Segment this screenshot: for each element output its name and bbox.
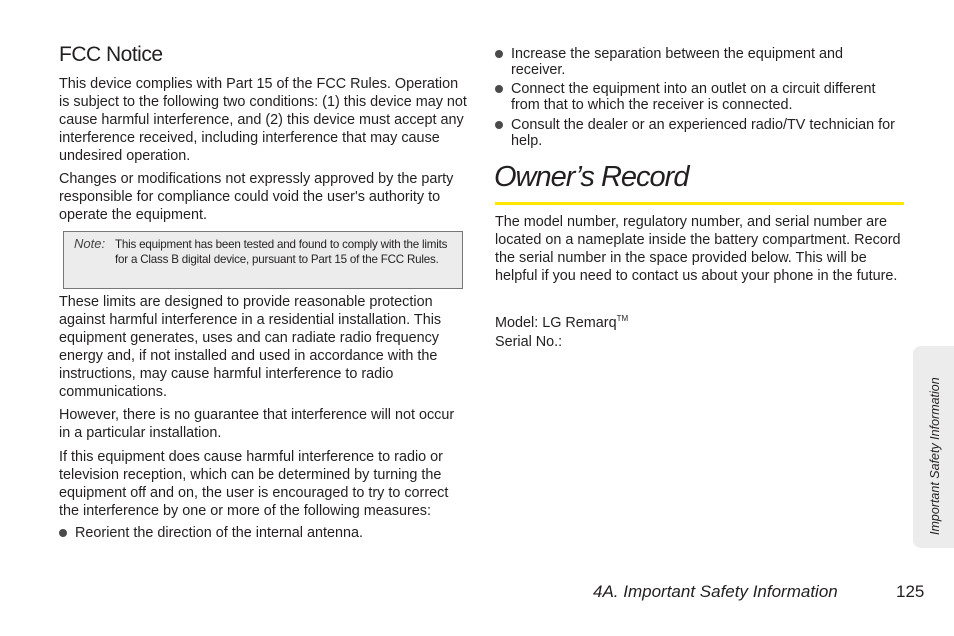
bullet-icon [495,121,503,129]
note-label: Note: [74,236,106,251]
fcc-notice-heading: FCC Notice [59,43,163,66]
bullet-icon [495,85,503,93]
fcc-paragraph-1: This device complies with Part 15 of the FCC Rules. Operation is subject to the following two conditions: (1) this device may not cause harmful interference, and (2) this device must accept any interference received, including interference that may cause undesired operation. [59,76,467,164]
bullet-text: Consult the dealer or an experienced radio/TV technician for help. [511,117,895,149]
fcc-paragraph-4: However, there is no guarantee that interference will not occur in a particular installation. [59,407,455,441]
bullet-icon [59,529,67,537]
page-number: 125 [896,582,925,601]
fcc-paragraph-3: These limits are designed to provide reasonable protection against harmful interference in a residential installation. This equipment generates, uses and can radiate radio frequency energy and, if not installed and used in accordance with the instructions, may cause harmful interference to radio communications. [59,294,442,400]
model-line [495,310,905,333]
bullet-icon [495,50,503,58]
heading-rule [495,202,904,205]
note-box [63,231,463,289]
model-label: Model: LG Remarq [495,314,617,331]
trademark: TM [616,314,629,323]
fcc-paragraph-2: Changes or modifications not expressly approved by the party responsible for compliance could void the user's authority to operate the equipment. [59,171,454,223]
side-tab-label: Important Safety Information [928,377,942,535]
note-text: This equipment has been tested and found to comply with the limits for a Class B digital device, pursuant to Part 15 of the FCC Rules. [115,238,448,266]
owners-record-heading: Owner’s Record [494,161,689,193]
footer-section-title: 4A. Important Safety Information [593,582,838,601]
bullet-text: Connect the equipment into an outlet on a circuit different from that to which the receiver is connected. [511,81,876,113]
fcc-paragraph-5: If this equipment does cause harmful interference to radio or television reception, which can be determined by turning the equipment off and on, the user is encouraged to try to correct the interference by one or more of the following measures: [59,449,449,519]
bullet-text: Increase the separation between the equipment and receiver. [511,46,844,78]
serial-label: Serial No.: [495,334,563,350]
bullet-text: Reorient the direction of the internal antenna. [75,525,364,541]
owner-paragraph: The model number, regulatory number, and serial number are located on a nameplate inside the battery compartment. Record the serial number in the space provided below. This will be helpful if you need to contact us about your phone in the future. [495,214,901,284]
